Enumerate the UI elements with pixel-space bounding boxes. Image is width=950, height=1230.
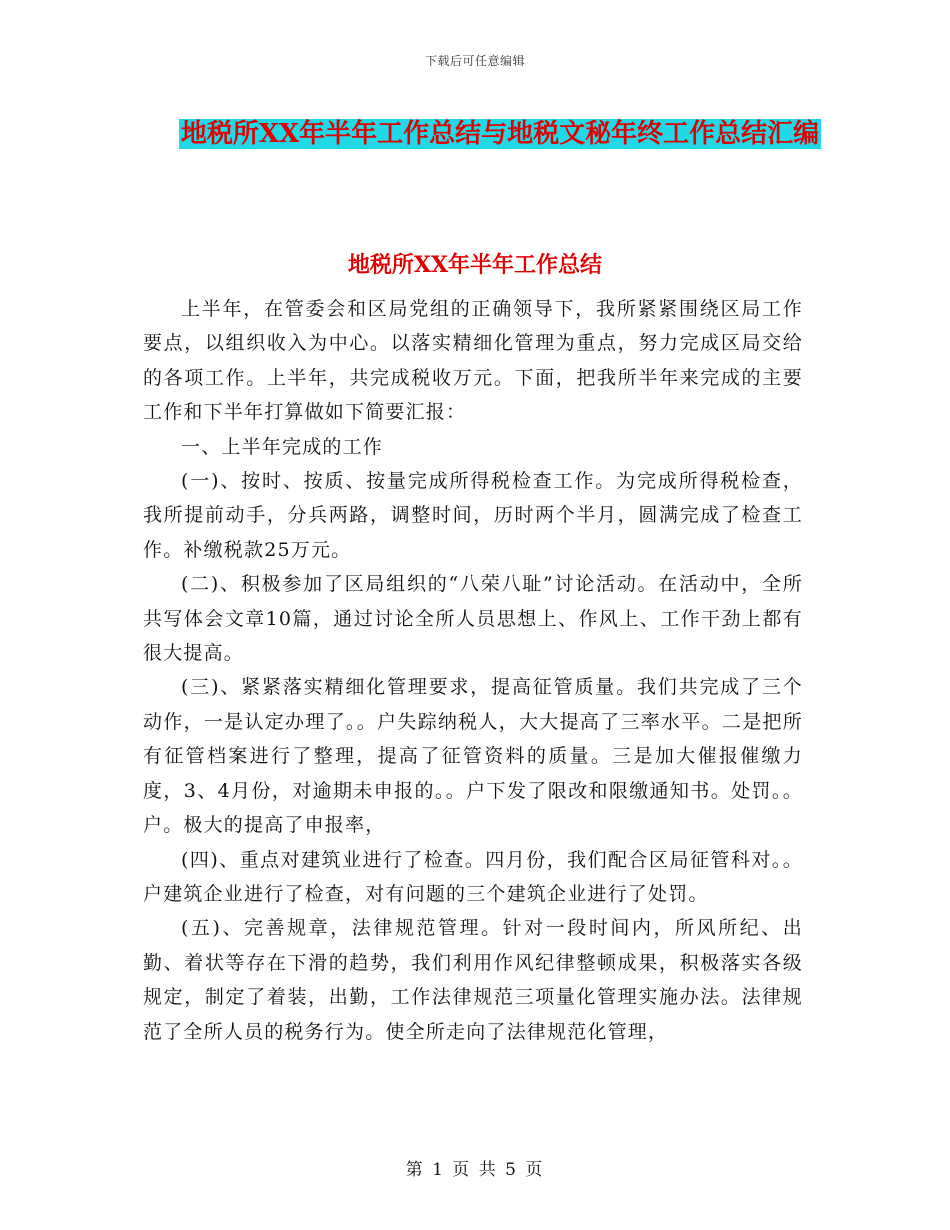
page-number-footer: 第 1 页 共 5 页 xyxy=(405,1160,545,1180)
paragraph-heading-1: 一、上半年完成的工作 xyxy=(181,435,384,458)
paragraph-item-2: (二)、积极参加了区局组织的“八荣八耻”讨论活动。在活动中，全所共写体会文章10篇，通过讨论全所人员思想上、作风上、工作干劲上都有很大提高。 xyxy=(143,573,803,665)
document-body xyxy=(143,292,803,1049)
paragraph-item-5: (五)、完善规章，法律规范管理。针对一段时间内，所风所纪、出勤、着状等存在下滑的趋势，我们利用作风纪律整顿成果，积极落实各级规定，制定了着装，出勤，工作法律规范三项量化管理实施办法。法律规范了全所人员的税务行为。使全所走向了法律规范化管理， xyxy=(143,917,803,1043)
paragraph-item-4: (四)、重点对建筑业进行了检查。四月份，我们配合区局征管科对。。户建筑企业进行了检查，对有问题的三个建筑企业进行了处罚。 xyxy=(143,848,803,905)
document-title-text: 地税所XX年半年工作总结与地税文秘年终工作总结汇编 xyxy=(180,119,820,149)
page-header-note: 下载后可任意编辑 xyxy=(424,54,525,68)
section-title: 地税所XX年半年工作总结 xyxy=(347,252,603,278)
paragraph-item-1: (一)、按时、按质、按量完成所得税检查工作。为完成所得税检查，我所提前动手，分兵两路，调整时间，历时两个半月，圆满完成了检查工作。补缴税款25万元。 xyxy=(143,470,803,561)
paragraph-item-3: (三)、紧紧落实精细化管理要求，提高征管质量。我们共完成了三个动作，一是认定办理了。。户失踪纳税人，大大提高了三率水平。二是把所有征管档案进行了整理，提高了征管资料的质量。三是加大催报催缴力度，3、4月份，对逾期未申报的。。户下发了限改和限缴通知书。处罚。。户。极大的提高了申报率， xyxy=(143,676,803,837)
paragraph-intro: 上半年，在管委会和区局党组的正确领导下，我所紧紧围绕区局工作要点，以组织收入为中心。以落实精细化管理为重点，努力完成区局交给的各项工作。上半年，共完成税收万元。下面，把我所半年来完成的主要工作和下半年打算做如下简要汇报： xyxy=(143,298,803,424)
document-title xyxy=(150,112,850,156)
